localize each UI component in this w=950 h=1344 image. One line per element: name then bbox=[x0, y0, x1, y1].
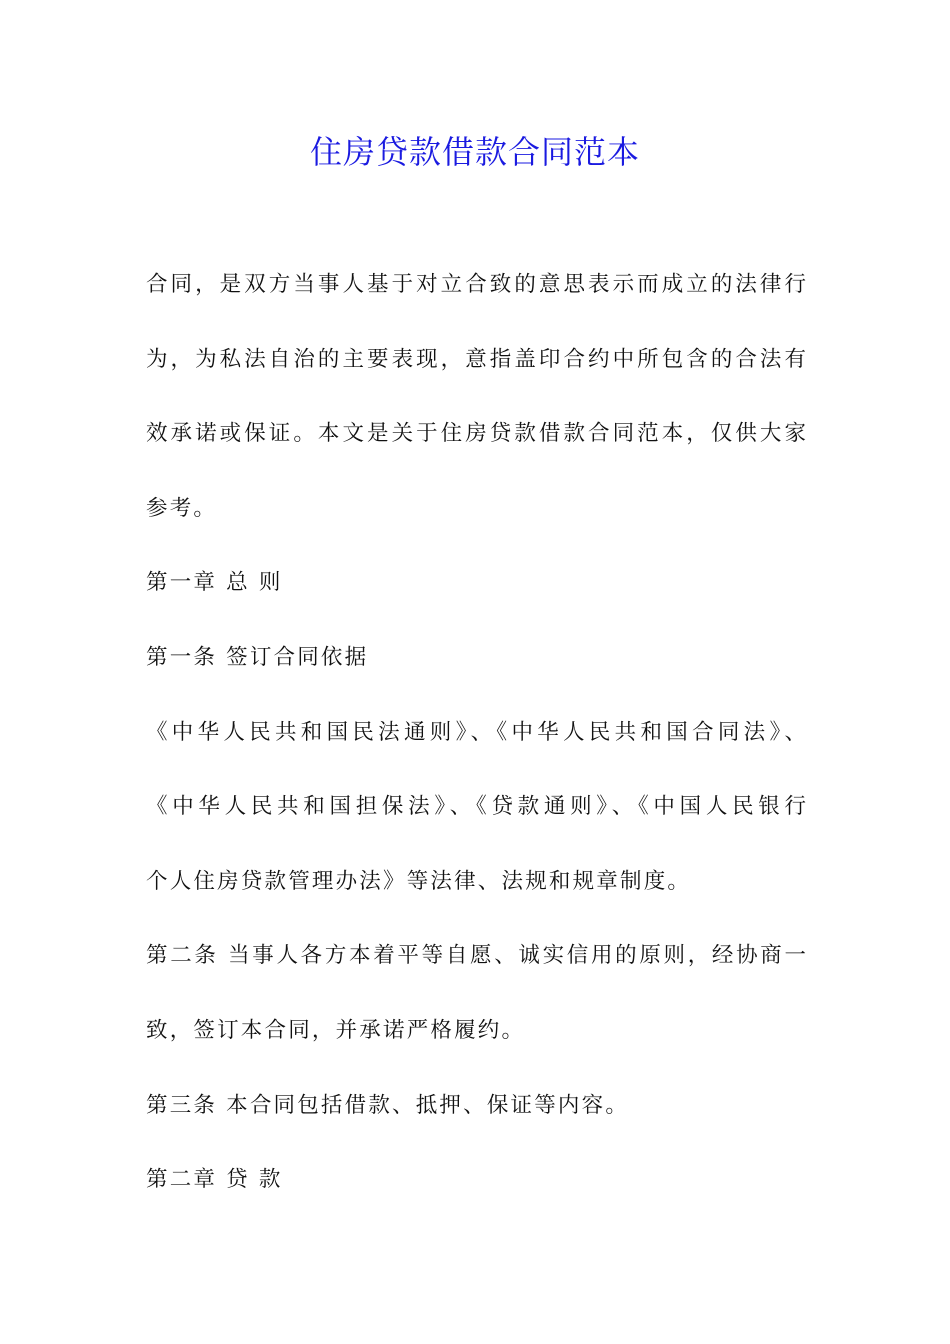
paragraph-line: 致，签订本合同，并承诺严格履约。 bbox=[146, 1017, 526, 1043]
chapter-heading: 第二章 贷 款 bbox=[146, 1167, 283, 1193]
document-title: 住房贷款借款合同范本 bbox=[309, 133, 640, 171]
paragraph-line: 参考。 bbox=[146, 495, 218, 521]
paragraph-line: 合同，是双方当事人基于对立合致的意思表示而成立的法律行 bbox=[146, 272, 806, 297]
paragraph-line: 效承诺或保证。本文是关于住房贷款借款合同范本，仅供大家 bbox=[146, 421, 806, 447]
paragraph-line: 为，为私法自治的主要表现，意指盖印合约中所包含的合法有 bbox=[146, 346, 806, 372]
paragraph-line: 《中华人民共和国担保法》、《贷款通则》、《中国人民银行 bbox=[146, 794, 806, 820]
document-body bbox=[146, 260, 806, 1230]
chapter-heading: 第一章 总 则 bbox=[146, 570, 283, 596]
paragraph-line: 《中华人民共和国民法通则》、《中华人民共和国合同法》、 bbox=[146, 719, 806, 745]
paragraph-line: 个人住房贷款管理办法》等法律、法规和规章制度。 bbox=[146, 868, 692, 894]
article-line: 第二条 当事人各方本着平等自愿、诚实信用的原则，经协商一 bbox=[146, 943, 806, 969]
article-heading: 第一条 签订合同依据 bbox=[146, 644, 369, 670]
article-line: 第三条 本合同包括借款、抵押、保证等内容。 bbox=[146, 1092, 630, 1118]
